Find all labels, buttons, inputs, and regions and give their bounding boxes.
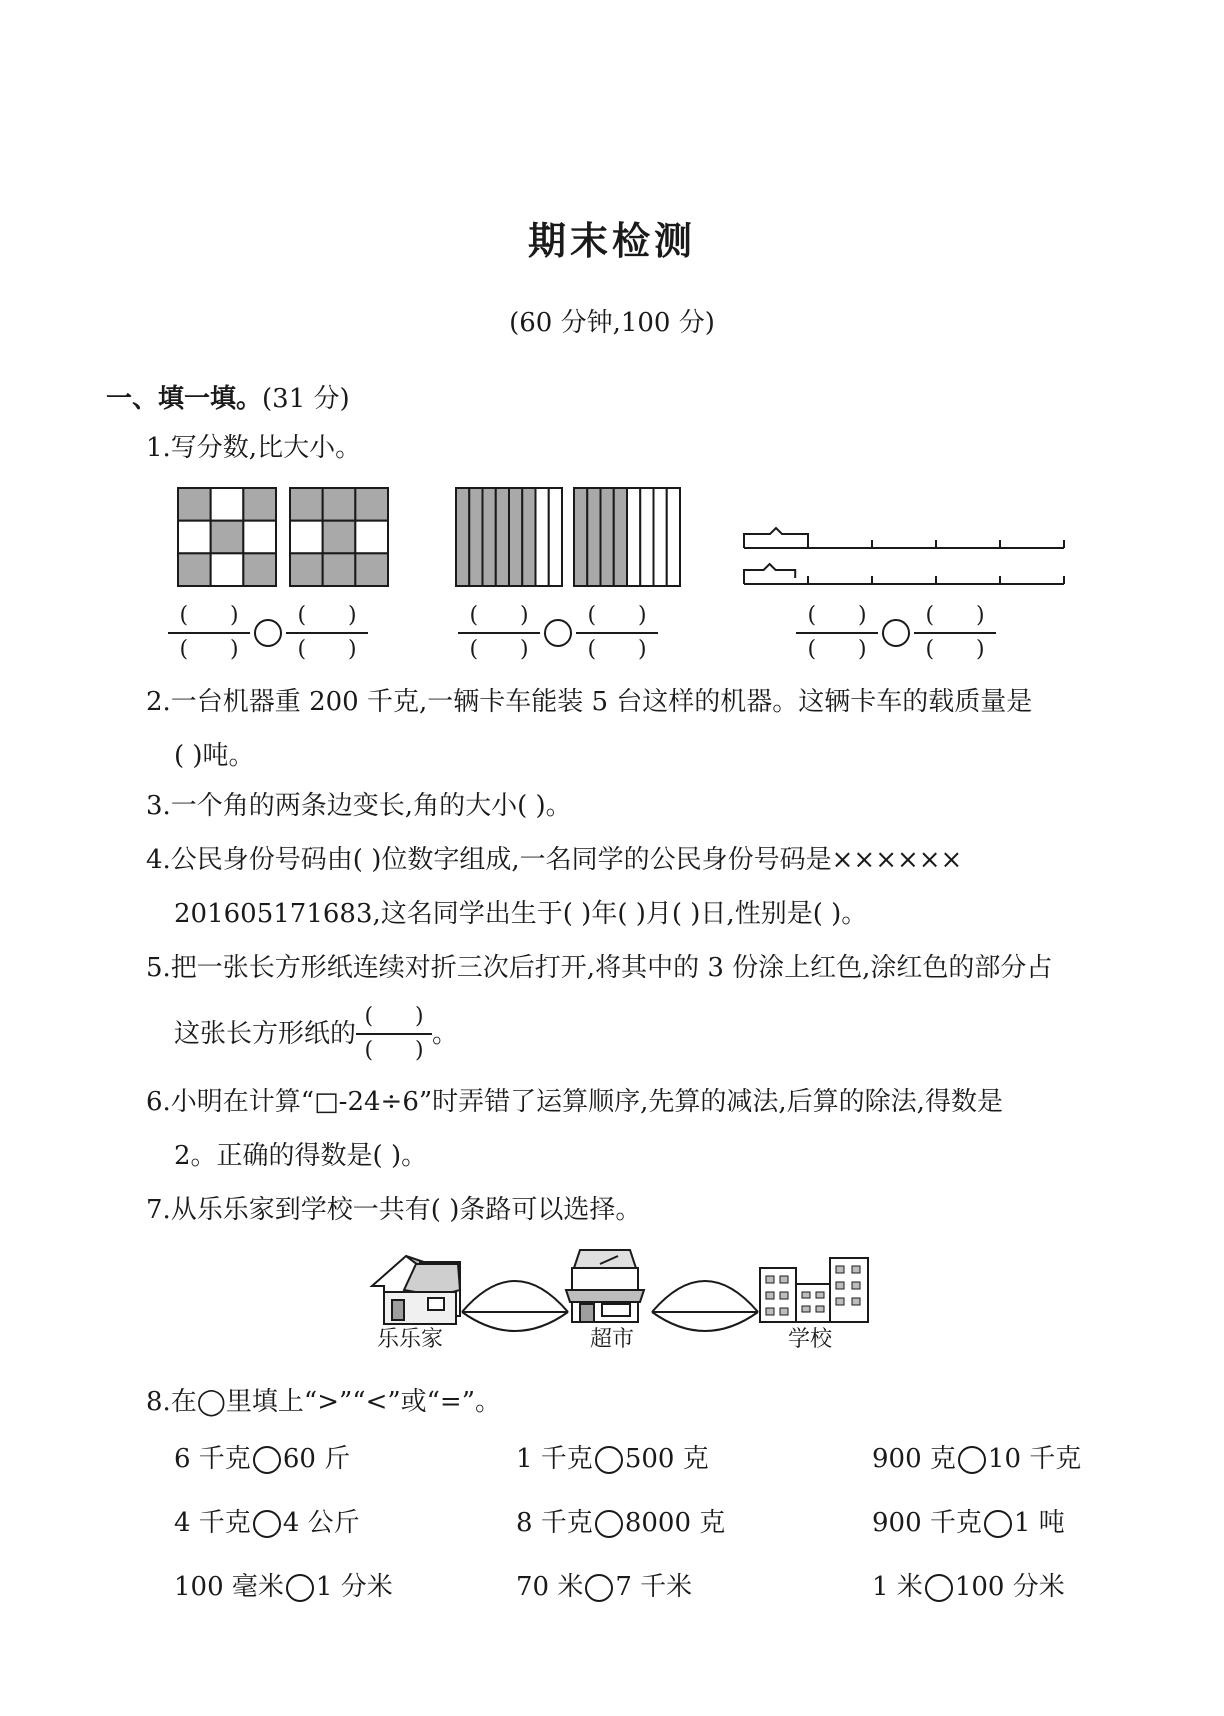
question-6-line-1: 6.小明在计算“□-24÷6”时弄错了运算顺序,先算的减法,后算的除法,得数是 (146, 1087, 1003, 1117)
compare-circle[interactable] (595, 1510, 623, 1538)
question-4-line-1: 4.公民身份号码由( )位数字组成,一名同学的公民身份号码是×××××× (146, 845, 963, 875)
comparison-item (516, 1438, 709, 1475)
fraction-blank: $\frac{( )}{( )}$ (796, 604, 878, 662)
exam-duration-score: (60 分钟,100 分) (509, 308, 715, 338)
comparison-right: 7 千米 (615, 1572, 693, 1602)
comparison-item (516, 1566, 692, 1603)
comparison-left: 4 千克 (174, 1508, 251, 1538)
comparison-right: 60 斤 (282, 1444, 351, 1474)
compare-circle[interactable] (958, 1446, 986, 1474)
section-points: (31 分) (262, 384, 350, 414)
comparison-left: 6 千克 (174, 1444, 251, 1474)
school-buildings-icon (760, 1258, 868, 1322)
question-8-text: 8.在◯里填上“>”“<”或“=”。 (146, 1387, 502, 1417)
compare-circle[interactable] (595, 1446, 623, 1474)
supermarket-icon (566, 1250, 644, 1322)
compare-circle[interactable] (925, 1574, 953, 1602)
fraction-blank: $\frac{( )}{( )}$ (356, 1005, 432, 1063)
comparison-right: 8000 克 (624, 1508, 726, 1538)
comparison-left: 8 千克 (516, 1508, 593, 1538)
question-2-line-2: ( )吨。 (174, 741, 255, 771)
question-6-line-2: 2。正确的得数是( )。 (174, 1141, 428, 1171)
comparison-right: 100 分米 (954, 1572, 1065, 1602)
compare-circle[interactable] (253, 1446, 281, 1474)
comparison-left: 1 千克 (516, 1444, 593, 1474)
comparison-right: 1 吨 (1013, 1508, 1065, 1538)
route-arcs-market-school (652, 1281, 758, 1331)
comparison-item (174, 1566, 393, 1603)
home-label: 乐乐家 (377, 1327, 444, 1352)
comparison-item (174, 1438, 350, 1475)
comparison-item (872, 1438, 1081, 1475)
question-7-text: 7.从乐乐家到学校一共有( )条路可以选择。 (146, 1195, 642, 1225)
fraction-blank: $\frac{( )}{( )}$ (914, 604, 996, 662)
question-4-line-2: 201605171683,这名同学出生于( )年( )月( )日,性别是( )。 (174, 899, 868, 929)
question-1-text: 1.写分数,比大小。 (146, 433, 362, 463)
comparison-item (872, 1566, 1065, 1603)
compare-circle[interactable] (984, 1510, 1012, 1538)
comparison-right: 10 千克 (987, 1444, 1082, 1474)
comparison-left: 100 毫米 (174, 1572, 284, 1602)
question-3-text: 3.一个角的两条边变长,角的大小( )。 (146, 791, 572, 821)
question-5-line-1: 5.把一张长方形纸连续对折三次后打开,将其中的 3 份涂上红色,涂红色的部分占 (146, 953, 1053, 983)
fraction-blank: $\frac{( )}{( )}$ (168, 604, 250, 662)
comparison-left: 70 米 (516, 1572, 584, 1602)
question-5-prefix: 这张长方形纸的 (174, 1019, 357, 1049)
page-title: 期末检测 (527, 218, 696, 263)
comparison-right: 1 分米 (315, 1572, 393, 1602)
comparison-left: 1 米 (872, 1572, 923, 1602)
route-arcs-home-market (462, 1281, 568, 1331)
fraction-blank: $\frac{( )}{( )}$ (576, 604, 658, 662)
comparison-item (516, 1502, 725, 1539)
compare-circle[interactable] (286, 1574, 314, 1602)
comparison-left: 900 克 (872, 1444, 956, 1474)
comparison-item (174, 1502, 360, 1539)
question-2-line-1: 2.一台机器重 200 千克,一辆卡车能装 5 台这样的机器。这辆卡车的载质量是 (146, 687, 1033, 717)
school-label: 学校 (788, 1327, 833, 1352)
compare-circle[interactable] (585, 1574, 613, 1602)
comparison-right: 500 克 (624, 1444, 709, 1474)
fraction-blank: $\frac{( )}{( )}$ (458, 604, 540, 662)
compare-circle[interactable] (253, 1510, 281, 1538)
fraction-blank: $\frac{( )}{( )}$ (286, 604, 368, 662)
comparison-right: 4 公斤 (282, 1508, 360, 1538)
comparison-item (872, 1502, 1065, 1539)
house-icon (372, 1256, 460, 1324)
comparison-left: 900 千克 (872, 1508, 982, 1538)
question-5-suffix: 。 (432, 1019, 459, 1049)
section-title: 一、填一填。 (106, 384, 263, 414)
market-label: 超市 (590, 1327, 635, 1352)
